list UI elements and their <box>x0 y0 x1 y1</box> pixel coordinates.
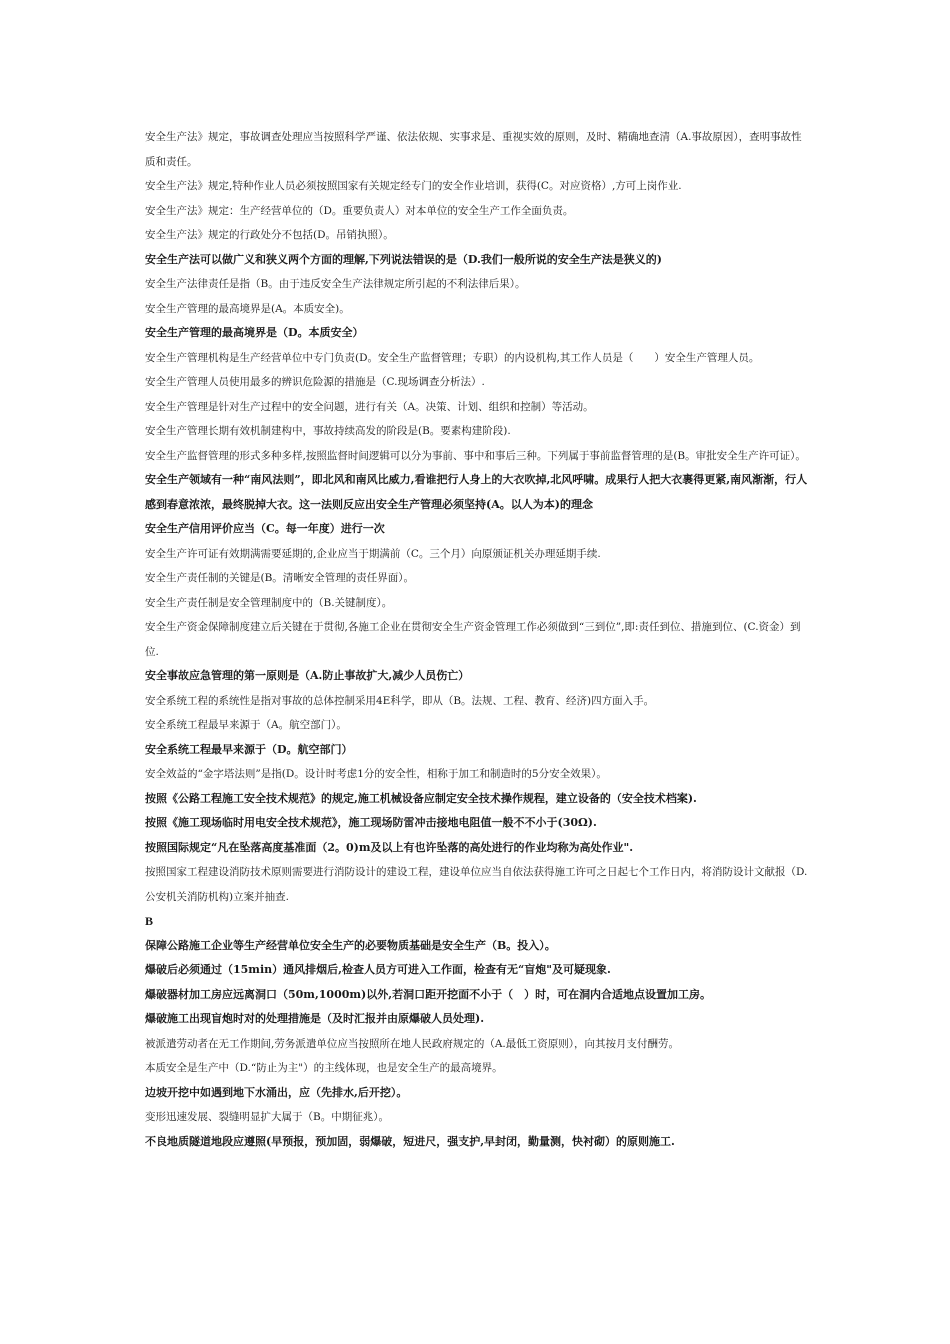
text-line: 安全生产管理是针对生产过程中的安全问题，进行有关（A。决策、计划、组织和控制）等活动。 <box>145 400 594 413</box>
text-line: 安全效益的“金字塔法则”是指(D。设计时考虑1分的安全性，相称于加工和制造时的5分安全效果）。 <box>145 768 607 780</box>
text-line: 变形迅速发展、裂缝明显扩大属于（B。中期征兆）。 <box>145 1111 389 1123</box>
text-line: 安全生产管理的最高境界是(A。本质安全)。 <box>145 302 350 315</box>
text-line: 按照国家工程建设消防技术原则需要进行消防设计的建设工程，建设单位应当自依法获得施工许可之日起七个工作日内，将消防设计文献报（D.公安机关消防机构)立案并抽查. <box>145 866 808 903</box>
text-line: 安全生产法》规定,特种作业人员必须按照国家有关规定经专门的安全作业培训，获得(C。对应资格）,方可上岗作业. <box>145 180 682 192</box>
section-letter: B <box>145 914 154 928</box>
text-line: 按照国际规定“凡在坠落高度基准面（2。0)m及以上有也许坠落的高处进行的作业均称为高处作业". <box>145 840 634 854</box>
text-line: 安全生产监督管理的形式多种多样,按照监督时间逻辑可以分为事前、事中和事后三种。下列属于事前监督管理的是(B。审批安全生产许可证）。 <box>145 449 806 462</box>
text-line: 安全生产许可证有效期满需要延期的,企业应当于期满前（C。三个月）向原颁证机关办理延期手续. <box>145 547 601 560</box>
text-line: 安全事故应急管理的第一原则是（A.防止事故扩大,减少人员伤亡） <box>145 669 470 682</box>
text-line: 安全生产管理长期有效机制建构中，事故持续高发的阶段是(B。要素构建阶段). <box>145 425 511 437</box>
text-line: 按照《施工现场临时用电安全技术规范》，施工现场防雷冲击接地电阻值一般不不小于(30Ω). <box>145 816 597 829</box>
text-line: 安全系统工程的系统性是指对事故的总体控制采用4E科学，即从（B。法规、工程、教育、经济)四方面入手。 <box>145 694 655 707</box>
document-body <box>145 125 810 1154</box>
text-line: 安全生产法》规定的行政处分不包括(D。吊销执照）。 <box>145 229 394 241</box>
text-line: 安全生产法》规定：生产经营单位的（D。重要负责人）对本单位的安全生产工作全面负责。 <box>145 204 574 217</box>
text-line: 安全生产责任制的关键是(B。清晰安全管理的责任界面）。 <box>145 572 415 584</box>
text-line: 安全生产法》规定，事故调查处理应当按照科学严谨、依法依规、实事求是、重视实效的原则，及时、精确地查清（A.事故原因），查明事故性质和责任。 <box>145 131 802 168</box>
text-line: 按照《公路工程施工安全技术规范》的规定,施工机械设备应制定安全技术操作规程，建立设备的（安全技术档案). <box>145 791 697 805</box>
text-line: 爆破后必须通过（15min）通风排烟后,检查人员方可进入工作面，检查有无“盲炮"及可疑现象. <box>145 963 611 976</box>
text-line: 保障公路施工企业等生产经营单位安全生产的必要物质基础是安全生产（B。投入）。 <box>145 938 556 952</box>
text-line: 安全生产法可以做广义和狭义两个方面的理解,下列说法错误的是（D.我们一般所说的安全生产法是狭义的) <box>145 252 663 266</box>
text-line: 安全生产信用评价应当（C。每一年度）进行一次 <box>145 522 385 535</box>
text-line: 安全生产领域有一种“南风法则”，即北风和南风比威力,看谁把行人身上的大衣吹掉,北风呼啸。成果行人把大衣裹得更紧,南风渐渐，行人感到春意浓浓，最终脱掉大衣。这一法则反应出安全生产管理必须坚持(A。以人为本)的理念 <box>145 473 808 511</box>
text-line: 安全生产资金保障制度建立后关键在于贯彻,各施工企业在贯彻安全生产资金管理工作必须做到“三到位”,即:责任到位、措施到位、(C.资金）到位. <box>145 621 801 658</box>
text-line: 安全生产管理人员使用最多的辨识危险源的措施是（C.现场调查分析法）. <box>145 376 485 388</box>
text-line: 爆破器材加工房应远离洞口（50m,1000m)以外,若洞口距开挖面不小于（ ）时，可在洞内合适地点设置加工房。 <box>145 987 712 1001</box>
text-line: 被派遣劳动者在无工作期间,劳务派遣单位应当按照所在地人民政府规定的（A.最低工资原则），向其按月支付酬劳。 <box>145 1037 680 1050</box>
text-line: 边坡开挖中如遇到地下水涌出，应（先排水,后开挖）。 <box>145 1085 408 1099</box>
text-line: 安全生产管理机构是生产经营单位中专门负责(D。安全生产监督管理；专职）的内设机构,其工作人员是（ ）安全生产管理人员。 <box>145 351 760 364</box>
text-line: 安全生产责任制是安全管理制度中的（B.关键制度）。 <box>145 596 393 609</box>
text-line: 不良地质隧道地段应遵照(早预报，预加固，弱爆破，短进尺，强支护,早封闭，勤量测，快衬砌）的原则施工. <box>145 1134 675 1148</box>
text-line: 爆破施工出现盲炮时对的处理措施是（及时汇报并由原爆破人员处理). <box>145 1012 485 1025</box>
text-line: 安全系统工程最早来源于（D。航空部门） <box>145 742 353 756</box>
text-line: 安全生产法律责任是指（B。由于违反安全生产法律规定所引起的不利法律后果）。 <box>145 278 526 290</box>
text-line: 安全系统工程最早来源于（A。航空部门）。 <box>145 719 347 731</box>
text-line: 本质安全是生产中（D.“防止为主"）的主线体现，也是安全生产的最高境界。 <box>145 1062 503 1074</box>
text-line: 安全生产管理的最高境界是（D。本质安全） <box>145 326 364 339</box>
